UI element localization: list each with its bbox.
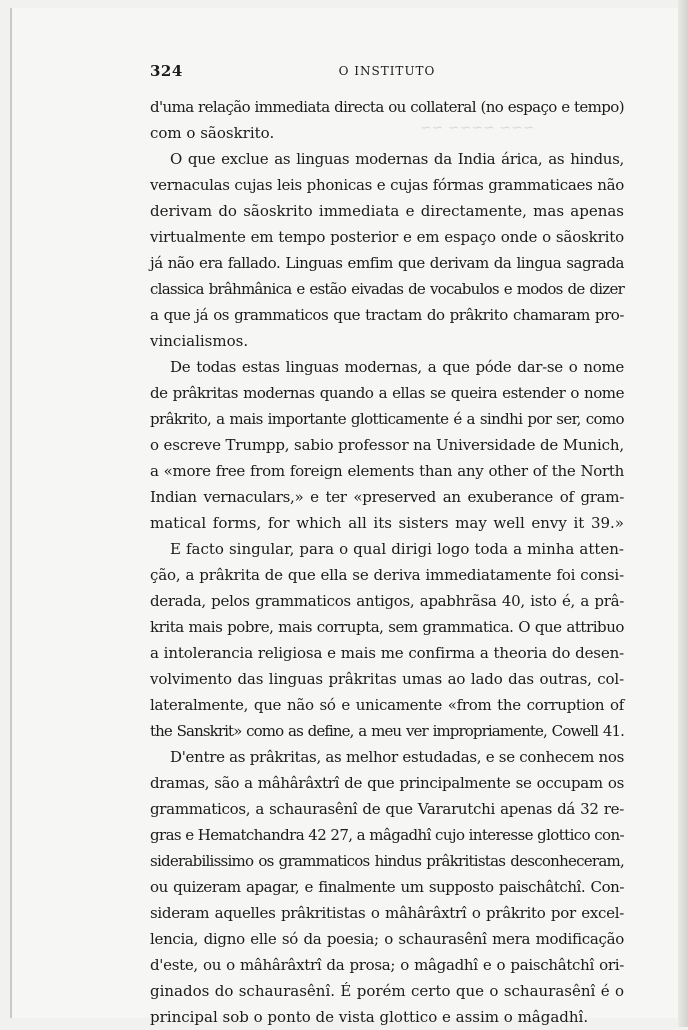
text-line: classica brâhmânica e estão eivadas de vocabulos e modos de dizer (150, 280, 624, 298)
text-line: principal sob o ponto de vista glottico e assim o mâgadhî. (150, 1008, 589, 1026)
text-line: Indian vernaculars,» e ter «preserved an exuberance of gram- (150, 488, 624, 506)
text-line: O que exclue as linguas modernas da India árica, as hindus, (170, 150, 624, 168)
text-line: o escreve Trumpp, sabio professor na Universidade de Munich, (150, 436, 625, 454)
text-line: matical forms, for which all its sisters may well envy it 39.» (150, 514, 624, 532)
text-line: grammaticos, a schaurasênî de que Vararutchi apenas dá 32 re- (150, 800, 624, 818)
text-line: vincialismos. (150, 332, 249, 350)
text-line: derada, pelos grammaticos antigos, apabhrãsa 40, isto é, a prâ- (150, 592, 624, 610)
page-header (150, 62, 624, 84)
text-line: E facto singular, para o qual dirigi logo toda a minha atten- (170, 540, 624, 558)
text-line: a que já os grammaticos que tractam do prâkrito chamaram pro- (150, 306, 624, 324)
text-line: a intolerancia religiosa e mais me confirma a theoria do desen- (150, 644, 624, 662)
page-edge-shadow (678, 0, 688, 1027)
text-line: ção, a prâkrita de que ella se deriva immediatamente foi consi- (150, 566, 624, 584)
text-line: já não era fallado. Linguas emfim que derivam da lingua sagrada (150, 254, 624, 272)
text-line: D'entre as prâkritas, as melhor estudadas, e se conhecem nos (170, 748, 624, 766)
text-line: De todas estas linguas modernas, a que póde dar-se o nome (170, 358, 624, 376)
text-line: prâkrito, a mais importante glotticamente é a sindhi por ser, como (150, 410, 624, 428)
text-line: siderabilissimo os grammaticos hindus prâkritistas desconheceram, (150, 852, 624, 870)
running-title: O INSTITUTO (338, 64, 436, 78)
text-line: sideram aquelles prâkritistas o mâhârâxtrî o prâkrito por excel- (150, 904, 624, 922)
text-line: a «more free from foreign elements than any other of the North (150, 462, 624, 480)
text-line: ou quizeram apagar, e finalmente um supposto paischâtchî. Con- (150, 878, 624, 896)
text-line: d'uma relação immediata directa ou collateral (no espaço e tempo) (150, 98, 624, 116)
text-line: com o sãoskrito. (150, 124, 275, 142)
text-line: vernaculas cujas leis phonicas e cujas fórmas grammaticaes não (150, 176, 624, 194)
body-text (150, 94, 624, 1030)
text-line: dramas, são a mâhârâxtrî de que principalmente se occupam os (150, 774, 624, 792)
text-line: derivam do sãoskrito immediata e directamente, mas apenas (150, 202, 624, 220)
text-line: lencia, digno elle só da poesia; o schaurasênî mera modificação (150, 930, 624, 948)
text-line: gras e Hematchandra 42 27, a mâgadhî cujo interesse glottico con- (150, 826, 624, 844)
text-line: lateralmente, que não só e unicamente «from the corruption of (150, 696, 624, 714)
page-number: 324 (150, 62, 183, 80)
text-line: ginados do schaurasênî. É porém certo que o schaurasênî é o (150, 982, 624, 1000)
text-line: volvimento das linguas prâkritas umas ao lado das outras, col- (150, 670, 624, 688)
text-line: virtualmente em tempo posterior e em espaço onde o sãoskrito (150, 228, 624, 246)
text-line: d'este, ou o mâhârâxtrî da prosa; o mâgadhî e o paischâtchî ori- (150, 956, 624, 974)
text-line: krita mais pobre, mais corrupta, sem grammatica. O que attribuo (150, 618, 624, 636)
text-line: the Sanskrit» como as define, a meu ver impropriamente, Cowell 41. (150, 722, 624, 740)
bleed-through: ∼∼∼ ∼∼∼∼ ∼∼ (420, 120, 535, 136)
text-line: de prâkritas modernas quando a ellas se queira estender o nome (150, 384, 624, 402)
